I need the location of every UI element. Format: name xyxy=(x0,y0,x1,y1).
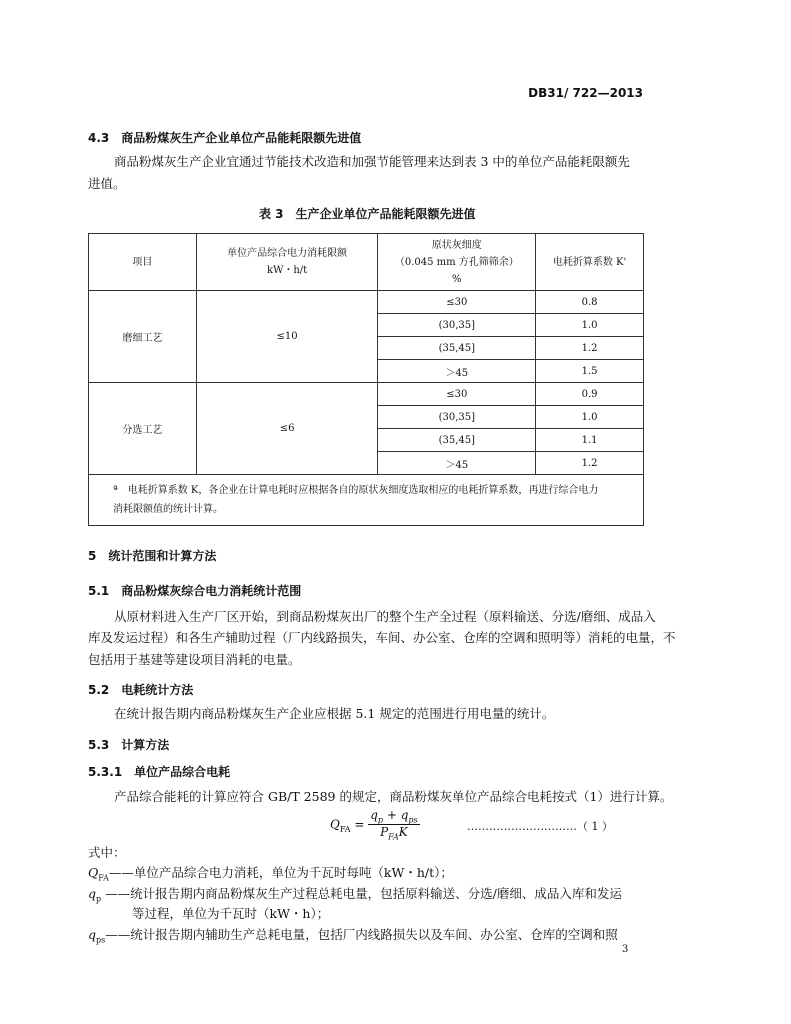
section-5-1-line3: 包括用于基建等建设项目消耗的电量。 xyxy=(88,652,301,667)
section-4-3-para-line1: 商品粉煤灰生产企业宜通过节能技术改造和加强节能管理来达到表 3 中的单位产品能耗限额先 xyxy=(114,154,630,169)
document-id: DB31/ 722—2013 xyxy=(528,86,643,100)
section-5-1-line2: 库及发运过程）和各生产辅助过程（厂内线路损失，车间、办公室、仓库的空调和照明等）消耗的电量，不 xyxy=(88,630,676,645)
formula-fraction: $\frac{q_p + q_{ps}}{P_{FA}K}$ xyxy=(370,808,418,842)
coefficient-cell: 1.0 xyxy=(536,314,644,337)
coefficient-cell: 1.5 xyxy=(536,360,644,383)
section-5-3-1-heading: 5.3.1 单位产品综合电耗 xyxy=(88,765,231,779)
table-row xyxy=(89,383,644,406)
fineness-cell: (30,35] xyxy=(378,406,536,429)
section-4-3-heading: 4.3 商品粉煤灰生产企业单位产品能耗限额先进值 xyxy=(88,131,362,145)
table-3-caption: 表 3 生产企业单位产品能耗限额先进值 xyxy=(259,207,476,221)
definition-qp: $q_p$ ——统计报告期内商品粉煤灰生产过程总耗电量，包括原料输送、分选/磨细、成品入库和发运 xyxy=(88,886,622,904)
coefficient-cell: 1.1 xyxy=(536,429,644,452)
header-limit: 单位产品综合电力消耗限额 kW・h/t xyxy=(196,234,378,291)
fineness-cell: (35,45] xyxy=(378,337,536,360)
fineness-cell: ≤30 xyxy=(378,383,536,406)
section-5-2-line1: 在统计报告期内商品粉煤灰生产企业应根据 5.1 规定的范围进行用电量的统计。 xyxy=(114,706,555,721)
formula-number: …………………………（ 1 ） xyxy=(467,820,613,833)
header-item: 项目 xyxy=(89,234,197,291)
fineness-cell: (35,45] xyxy=(378,429,536,452)
coefficient-cell: 1.0 xyxy=(536,406,644,429)
group-limit: ≤6 xyxy=(196,383,378,475)
section-5-heading: 5 统计范围和计算方法 xyxy=(88,549,217,563)
where-label: 式中： xyxy=(88,845,126,860)
table-header-row xyxy=(89,234,644,291)
table-3 xyxy=(88,233,644,526)
definition-qp-cont: 等过程，单位为千瓦时（kW・h）； xyxy=(132,906,330,921)
coefficient-cell: 1.2 xyxy=(536,452,644,475)
definition-qfa: $Q_{FA}——$单位产品综合电力消耗，单位为千瓦时每吨（kW・h/t）； xyxy=(88,865,453,883)
group-limit: ≤10 xyxy=(196,291,378,383)
fineness-cell: ＞45 xyxy=(378,360,536,383)
section-5-1-line1: 从原材料进入生产厂区开始，到商品粉煤灰出厂的整个生产全过程（原料输送、分选/磨细、成品入 xyxy=(114,609,656,624)
definition-qps: $q_{ps}——$统计报告期内辅助生产总耗电量，包括厂内线路损失以及车间、办公室、仓库的空调和照 xyxy=(88,927,618,945)
fineness-cell: ＞45 xyxy=(378,452,536,475)
header-fineness: 原状灰细度 （0.045 mm 方孔筛筛余） % xyxy=(378,234,536,291)
table-note-row xyxy=(89,475,644,526)
section-5-3-heading: 5.3 计算方法 xyxy=(88,738,170,752)
coefficient-cell: 1.2 xyxy=(536,337,644,360)
section-5-2-heading: 5.2 电耗统计方法 xyxy=(88,683,194,697)
table-note: ª 电耗折算系数 K，各企业在计算电耗时应根据各自的原状灰细度选取相应的电耗折算系数，再进行综合电力 消耗限额值的统计计算。 xyxy=(89,475,644,526)
group-name: 分选工艺 xyxy=(89,383,197,475)
formula-1: $Q_{FA}$ = $\frac{q_p + q_{ps}}{P_{FA}K}$ xyxy=(330,808,418,842)
group-name: 磨细工艺 xyxy=(89,291,197,383)
fineness-cell: (30,35] xyxy=(378,314,536,337)
fineness-cell: ≤30 xyxy=(378,291,536,314)
section-5-3-1-line1: 产品综合能耗的计算应符合 GB/T 2589 的规定，商品粉煤灰单位产品综合电耗按式（1）进行计算。 xyxy=(114,789,673,804)
section-5-1-heading: 5.1 商品粉煤灰综合电力消耗统计范围 xyxy=(88,584,302,598)
table-row xyxy=(89,291,644,314)
coefficient-cell: 0.8 xyxy=(536,291,644,314)
section-4-3-para-line2: 进值。 xyxy=(88,176,126,191)
coefficient-cell: 0.9 xyxy=(536,383,644,406)
page-number: 3 xyxy=(622,944,629,955)
header-coefficient: 电耗折算系数 K' xyxy=(536,234,644,291)
